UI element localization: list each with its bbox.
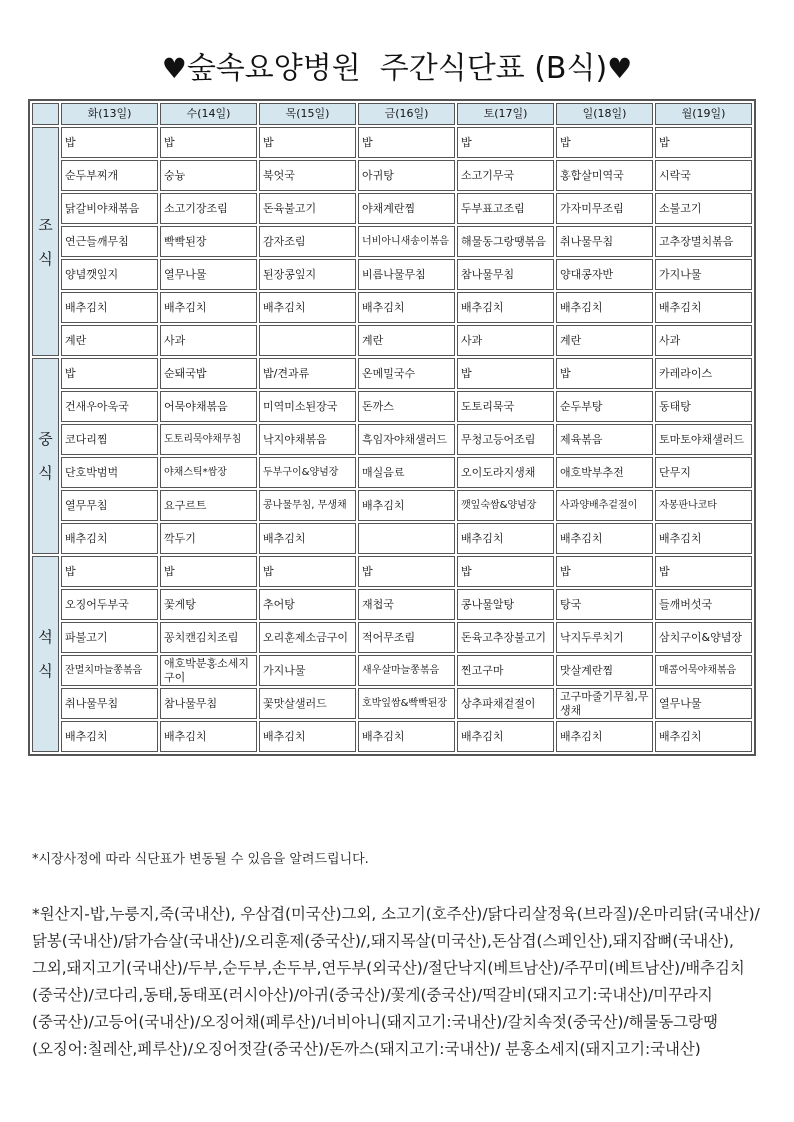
menu-cell: 찐고구마 [457,655,554,686]
menu-cell: 제육볶음 [556,424,653,455]
menu-cell: 배추김치 [457,523,554,554]
menu-cell: 된장콩잎지 [259,259,356,290]
menu-cell: 배추김치 [358,721,455,752]
menu-cell: 자몽판나코타 [655,490,752,521]
menu-cell: 카레라이스 [655,358,752,389]
menu-cell: 고구마줄기무침,무생채 [556,688,653,719]
menu-cell: 사과양배추겉절이 [556,490,653,521]
menu-cell: 깻잎숙쌈&양념장 [457,490,554,521]
menu-cell: 배추김치 [655,721,752,752]
menu-cell: 해물동그랑땡볶음 [457,226,554,257]
menu-cell: 콩나물무침, 무생채 [259,490,356,521]
menu-cell: 북엇국 [259,160,356,191]
menu-cell: 낙지야채볶음 [259,424,356,455]
menu-cell: 들깨버섯국 [655,589,752,620]
price-notice: *시장사정에 따라 식단표가 변동될 수 있음을 알려드립니다. [32,852,369,867]
menu-row [32,556,752,587]
menu-cell: 밥 [457,127,554,158]
menu-row [32,193,752,224]
menu-cell: 매콤어묵야채볶음 [655,655,752,686]
header-corner [32,103,59,125]
menu-cell: 소불고기 [655,193,752,224]
menu-cell: 사과 [160,325,257,356]
menu-cell: 홍합살미역국 [556,160,653,191]
menu-cell: 추어탕 [259,589,356,620]
menu-cell: 배추김치 [655,292,752,323]
day-header: 토(17일) [457,103,554,125]
menu-cell: 연근들깨무침 [61,226,158,257]
menu-cell: 양대콩자반 [556,259,653,290]
page-title [0,44,794,94]
menu-cell: 탕국 [556,589,653,620]
menu-cell: 도토리묵야채무침 [160,424,257,455]
menu-cell: 꽃맛살샐러드 [259,688,356,719]
menu-cell: 돈육불고기 [259,193,356,224]
menu-cell: 삼치구이&양념장 [655,622,752,653]
menu-cell: 파불고기 [61,622,158,653]
menu-cell: 계란 [556,325,653,356]
heart-right-icon: ♥ [607,52,633,85]
menu-cell: 새우살마늘쫑볶음 [358,655,455,686]
menu-cell: 소고기장조림 [160,193,257,224]
day-header-row [32,103,752,125]
menu-cell: 두부구이&양념장 [259,457,356,488]
menu-cell: 감자조림 [259,226,356,257]
menu-cell: 계란 [358,325,455,356]
menu-row [32,523,752,554]
menu-row [32,457,752,488]
menu-cell: 열무나물 [160,259,257,290]
menu-cell: 맛살계란찜 [556,655,653,686]
menu-row [32,589,752,620]
menu-cell: 비름나물무침 [358,259,455,290]
menu-cell: 밥 [160,127,257,158]
menu-cell: 배추김치 [655,523,752,554]
menu-cell: 어묵야채볶음 [160,391,257,422]
menu-row [32,688,752,719]
menu-cell: 순두부찌개 [61,160,158,191]
menu-cell: 매실음료 [358,457,455,488]
menu-cell: 밥 [457,556,554,587]
menu-row [32,226,752,257]
menu-cell: 야채계란찜 [358,193,455,224]
menu-cell: 밥 [61,127,158,158]
menu-cell: 콩나물알탕 [457,589,554,620]
menu-cell: 아귀탕 [358,160,455,191]
menu-cell: 야채스틱*쌈장 [160,457,257,488]
menu-cell: 밥 [259,127,356,158]
menu-cell: 밥 [61,556,158,587]
menu-cell: 배추김치 [160,721,257,752]
menu-cell: 꽃게탕 [160,589,257,620]
menu-cell: 밥 [556,358,653,389]
menu-cell: 오징어두부국 [61,589,158,620]
menu-cell: 열무나물 [655,688,752,719]
menu-cell: 밥 [160,556,257,587]
menu-cell: 참나물무침 [160,688,257,719]
menu-cell: 돈육고추장불고기 [457,622,554,653]
meal-label: 석 식 [32,556,59,752]
menu-row [32,655,752,686]
menu-cell: 도토리묵국 [457,391,554,422]
day-header: 목(15일) [259,103,356,125]
menu-cell: 배추김치 [457,721,554,752]
menu-row [32,259,752,290]
menu-cell: 두부표고조림 [457,193,554,224]
menu-cell: 사과 [655,325,752,356]
menu-cell [259,325,356,356]
menu-cell: 호박잎쌈&빡빡된장 [358,688,455,719]
menu-row [32,325,752,356]
menu-row [32,127,752,158]
weekly-menu-table [28,99,756,756]
menu-row [32,721,752,752]
menu-cell: 요구르트 [160,490,257,521]
menu-cell: 빡빡된장 [160,226,257,257]
menu-cell: 가지나물 [655,259,752,290]
origin-notice: *원산지-밥,누룽지,죽(국내산), 우삼겹(미국산)그외, 소고기(호주산)/닭다리살정육(브라질)/온마리닭(국내산)/닭봉(국내산)/닭가슴살(국내산)/오리훈제(중국산)/,돼지목살(미국산),돈삼겹(스페인산),돼지잡뼈(국내산), 그외,돼지고기(국내산)/두부,순두부,손두부,연두부(외국산)/절단낙지(베트남산)/주꾸미(베트남산)/배추김치(중국산)/코다리,동태,동태포(러시아산)/아귀(중국산)/꽃게(중국산)/떡갈비(돼지고기:국내산)/미꾸라지(중국산)/고등어(국내산)/오징어채(페루산)/너비아니(돼지고기:국내산)/갈치속젓(중국산)/해물동그랑땡(오징어:칠레산,페루산)/오징어젓갈(중국산)/돈까스(돼지고기:국내산)/ 분홍소세지(돼지고기:국내산) [32,905,760,1058]
menu-cell: 밥 [556,127,653,158]
menu-cell: 상추파채겉절이 [457,688,554,719]
menu-cell: 시락국 [655,160,752,191]
menu-cell: 배추김치 [61,721,158,752]
menu-cell: 낙지두루치기 [556,622,653,653]
menu-row [32,292,752,323]
menu-cell: 밥 [655,556,752,587]
menu-cell: 밥 [259,556,356,587]
menu-cell: 오이도라지생채 [457,457,554,488]
menu-cell: 가자미무조림 [556,193,653,224]
menu-cell: 밥/견과류 [259,358,356,389]
menu-cell: 가지나물 [259,655,356,686]
menu-cell: 적어무조림 [358,622,455,653]
menu-cell: 취나물무침 [556,226,653,257]
menu-cell: 재첩국 [358,589,455,620]
menu-cell: 열무무침 [61,490,158,521]
meal-label: 조 식 [32,127,59,356]
heart-left-icon: ♥ [161,52,187,85]
menu-cell: 소고기무국 [457,160,554,191]
menu-cell: 닭갈비야채볶음 [61,193,158,224]
menu-cell: 동태탕 [655,391,752,422]
menu-cell: 배추김치 [259,523,356,554]
menu-row [32,391,752,422]
menu-cell: 미역미소된장국 [259,391,356,422]
menu-cell: 잔멸치마늘쫑볶음 [61,655,158,686]
menu-cell: 토마토야채샐러드 [655,424,752,455]
menu-cell: 애호박분홍소세지구이 [160,655,257,686]
menu-cell: 배추김치 [61,292,158,323]
menu-cell: 배추김치 [358,490,455,521]
menu-cell: 단무지 [655,457,752,488]
menu-cell: 배추김치 [457,292,554,323]
menu-cell: 참나물무침 [457,259,554,290]
day-header: 화(13일) [61,103,158,125]
menu-cell: 밥 [61,358,158,389]
menu-cell: 무청고등어조림 [457,424,554,455]
menu-cell: 애호박부추전 [556,457,653,488]
menu-cell: 순돼국밥 [160,358,257,389]
menu-cell: 계란 [61,325,158,356]
menu-cell: 배추김치 [259,721,356,752]
menu-cell: 배추김치 [358,292,455,323]
menu-cell: 돈까스 [358,391,455,422]
day-header: 금(16일) [358,103,455,125]
menu-cell: 밥 [457,358,554,389]
meal-label: 중 식 [32,358,59,554]
menu-row [32,622,752,653]
menu-cell: 배추김치 [556,721,653,752]
menu-cell: 흑임자야채샐러드 [358,424,455,455]
menu-cell: 밥 [358,127,455,158]
menu-cell: 순두부탕 [556,391,653,422]
menu-row [32,160,752,191]
menu-cell: 오리훈제소금구이 [259,622,356,653]
menu-cell: 건새우아욱국 [61,391,158,422]
day-header: 월(19일) [655,103,752,125]
menu-cell: 숭늉 [160,160,257,191]
menu-cell: 취나물무침 [61,688,158,719]
menu-cell: 양념깻잎지 [61,259,158,290]
menu-cell: 배추김치 [160,292,257,323]
menu-cell: 깍두기 [160,523,257,554]
menu-cell: 꽁치캔김치조림 [160,622,257,653]
menu-row [32,424,752,455]
menu-cell: 온메밀국수 [358,358,455,389]
menu-cell: 코다리찜 [61,424,158,455]
menu-cell: 배추김치 [556,523,653,554]
menu-cell: 배추김치 [556,292,653,323]
day-header: 수(14일) [160,103,257,125]
menu-cell: 단호박범벅 [61,457,158,488]
menu-cell: 배추김치 [61,523,158,554]
menu-cell: 사과 [457,325,554,356]
menu-cell: 밥 [358,556,455,587]
menu-cell: 밥 [655,127,752,158]
menu-row [32,358,752,389]
menu-cell [358,523,455,554]
menu-cell: 너비아니새송이볶음 [358,226,455,257]
day-header: 일(18일) [556,103,653,125]
title-text: 숲속요양병원 주간식단표 (B식) [186,51,608,86]
menu-cell: 밥 [556,556,653,587]
menu-cell: 고추장멸치볶음 [655,226,752,257]
menu-cell: 배추김치 [259,292,356,323]
menu-row [32,490,752,521]
